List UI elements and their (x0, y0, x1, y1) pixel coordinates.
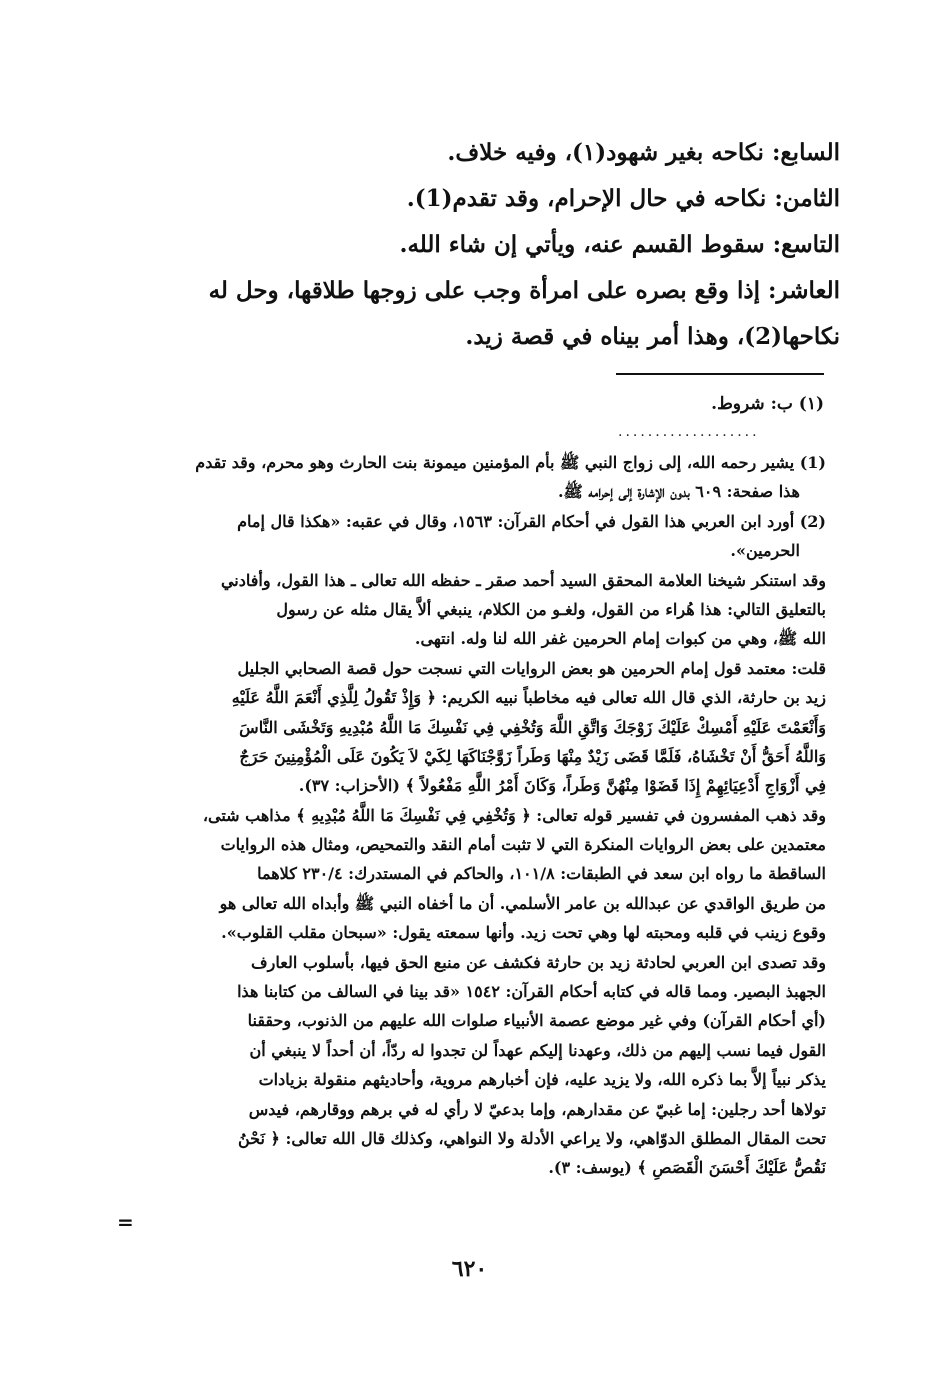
footnote-line: (2) أورد ابن العربي هذا القول في أحكام القرآن: ١٥٦٣، وقال في عقبه: «هكذا قال إمام (237, 511, 826, 531)
continuation-mark: = (117, 1210, 134, 1234)
footnote-rule (616, 373, 824, 375)
footnote-line: معتمدين على بعض الروايات المنكرة التي لا تثبت أمام النقد والتمحيص، ومثال هذه الروايات (220, 835, 826, 855)
main-line-3: التاسع: سقوط القسم عنه، ويأتي إن شاء الله. (399, 231, 840, 258)
main-line-5: نكاحها(2)، وهذا أمر بيناه في قصة زيد. (465, 323, 840, 350)
footnote-line: هذا صفحة: ٦٠٩ بدون الإشارة إلى إحرامه ﷺ. (557, 482, 800, 502)
footnote-line: بالتعليق التالي: هذا هُراء من القول، ولغـو من الكلام، ينبغي ألاَّ يقال مثله عن رسول (276, 599, 826, 619)
footnote-line: الله ﷺ، وهي من كبوات إمام الحرمين غفر الله لنا وله. انتهى. (414, 629, 826, 649)
footnote-line: الحرمين». (730, 541, 800, 561)
quran-verse-line: فِي أَزْوَاجِ أَدْعِيَائِهِمْ إِذَا قَضَوْا مِنْهُنَّ وَطَراً، وَكَانَ أَمْرُ اللَّهِ مَفْعُولاً ﴾ (الأحزاب: ٣٧). (298, 776, 826, 796)
footnote-line: وقوع زينب في قلبه ومحبته لها وهي تحت زيد. وأنها سمعته يقول: «سبحان مقلب القلوب». (221, 923, 826, 943)
quran-verse-line: وَأَنْعَمْتَ عَلَيْهِ أَمْسِكْ عَلَيْكَ زَوْجَكَ وَاتَّقِ اللَّهَ وَتُخْفِي فِي نَفْسِكَ مَا اللَّهُ مُبْدِيهِ وَتَخْشَى النَّاسَ (239, 717, 826, 737)
footnote-line: وقد استنكر شيخنا العلامة المحقق السيد أحمد صقر ـ حفظه الله تعالى ـ هذا القول، وأفادني (220, 570, 826, 590)
footnote-separator-dots: ................... (618, 424, 760, 440)
quran-verse-line: نَقُصُّ عَلَيْكَ أَحْسَنَ الْقَصَصِ ﴾ (يوسف: ٣). (548, 1158, 826, 1178)
footnote-line: من طريق الواقدي عن عبدالله بن عامر الأسلمي. أن ما أخفاه النبي ﷺ وأبداه الله تعالى هو (219, 893, 826, 913)
footnote-line: الساقطة ما رواه ابن سعد في الطبقات: ١٠١/٨، والحاكم في المستدرك: ٢٣٠/٤ كلاهما (257, 864, 826, 884)
main-line-1: السابع: نكاحه بغير شهود(١)، وفيه خلاف. (447, 139, 840, 166)
main-text (128, 130, 840, 360)
footnote-line: الجهبذ البصير. ومما قاله في كتابه أحكام القرآن: ١٥٤٢ «قد بينا في السالف من كتابنا هذا (237, 982, 826, 1002)
variant-footnote: (١) ب: شروط. (711, 394, 824, 414)
footnote-line: (أي أحكام القرآن) وفي غير موضع عصمة الأنبياء صلوات الله عليهم من الذنوب، وحققنا (247, 1011, 826, 1031)
page-number: ٦٢٠ (451, 1256, 488, 1282)
footnote-line: وقد ذهب المفسرون في تفسير قوله تعالى: ﴿ وَتُخْفِي فِي نَفْسِكَ مَا اللَّهُ مُبْدِيهِ ﴾ مذاهب شتى، (202, 805, 826, 825)
footnote-line: القول فيما نسب إليهم من ذلك، وعهدنا إليكم عهداً لن تجدوا له ردّاً، أن أحداً لا ينبغي أن (249, 1040, 826, 1060)
footnote-line: يذكر نبياً إلاَّ بما ذكره الله، ولا يزيد عليه، فإن أخبارهم مروية، وأحاديثهم منقولة بزيادات (258, 1070, 826, 1090)
footnote-line: تولاها أحد رجلين: إما غبيّ عن مقدارهم، وإما بدعيّ لا رأي له في برهم ووقارهم، فيدس (248, 1099, 826, 1119)
quran-verse-line: وَاللَّهُ أَحَقُّ أَنْ تَخْشَاهُ، فَلَمَّا قَضَى زَيْدٌ مِنْهَا وَطَراً زَوَّجْنَاكَهَا لِكَيْ لاَ يَكُونَ عَلَى الْمُؤْمِنِينَ حَرَجٌ (239, 746, 826, 766)
footnote-line: قلت: معتمد قول إمام الحرمين هو بعض الروايات التي نسجت حول قصة الصحابي الجليل (237, 658, 826, 678)
footnote-line: وقد تصدى ابن العربي لحادثة زيد بن حارثة فكشف عن منبع الحق فيها، بأسلوب العارف (251, 952, 826, 972)
footnote-line: (1) يشير رحمه الله، إلى زواج النبي ﷺ بأم المؤمنين ميمونة بنت الحارث وهو محرم، وقد تقدم (195, 453, 826, 472)
footnote-line: تحت المقال المطلق الدوّاهي، ولا يراعي الأدلة ولا النواهي، وكذلك قال الله تعالى: ﴿ نَحْنُ (237, 1128, 826, 1148)
main-line-4: العاشر: إذا وقع بصره على امرأة وجب على زوجها طلاقها، وحل له (208, 277, 840, 304)
footnotes (128, 448, 826, 1183)
main-line-2: الثامن: نكاحه في حال الإحرام، وقد تقدم(1). (406, 185, 840, 212)
footnote-line: زيد بن حارثة، الذي قال الله تعالى فيه مخاطباً نبيه الكريم: ﴿ وَإِذْ تَقُولُ لِلَّذِي أَنْعَمَ اللَّهُ عَلَيْهِ (231, 688, 826, 708)
